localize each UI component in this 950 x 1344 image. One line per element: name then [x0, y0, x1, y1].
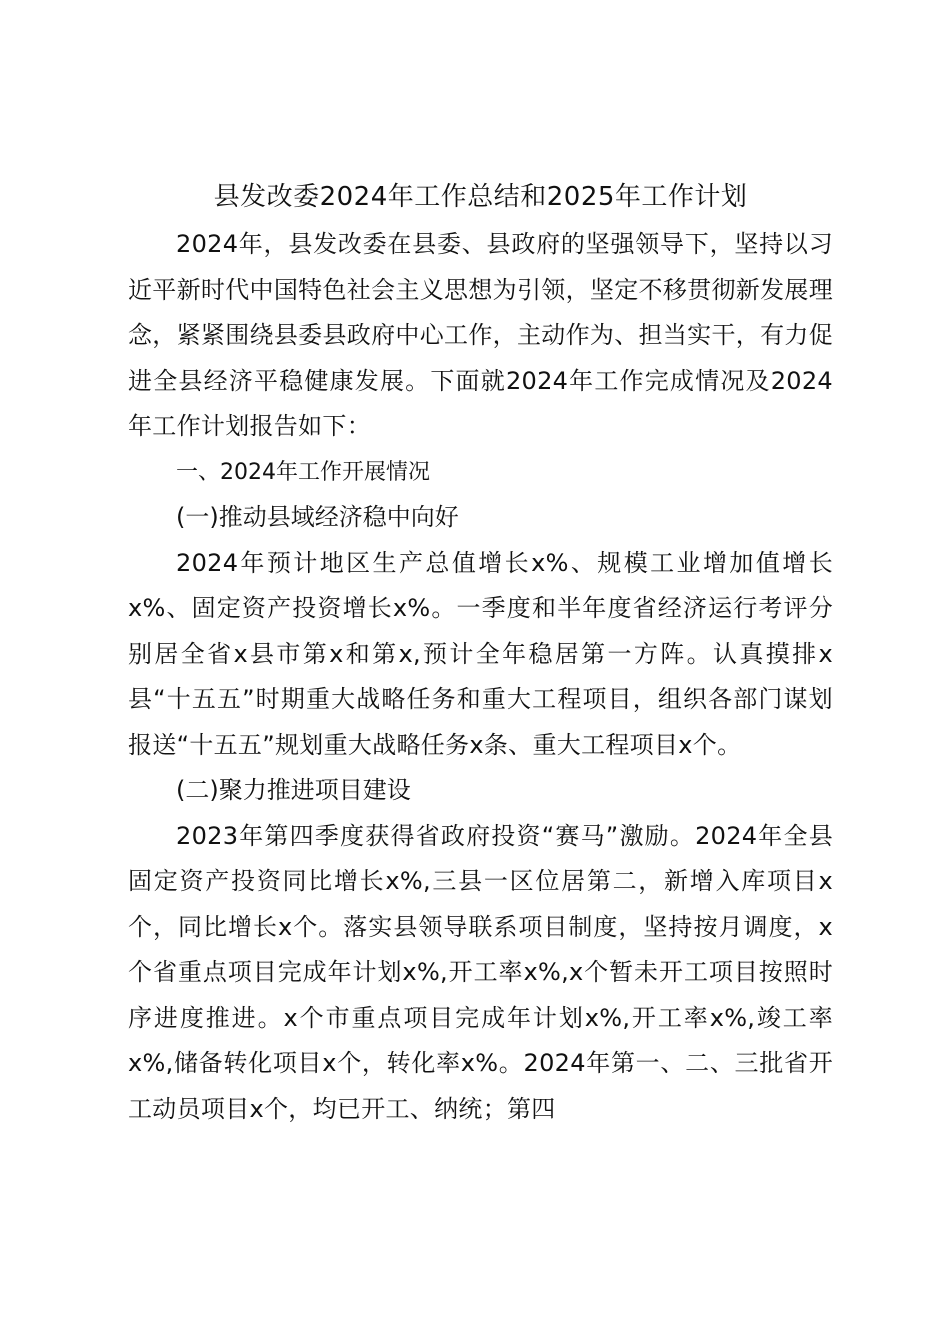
intro-paragraph: 2024年，县发改委在县委、县政府的坚强领导下，坚持以习近平新时代中国特色社会主义思想为引领，坚定不移贯彻新发展理念，紧紧围绕县委县政府中心工作，主动作为、担当实干，有力促进全县经济平稳健康发展。下面就2024年工作完成情况及2024年工作计划报告如下：: [128, 230, 833, 440]
document-title: 县发改委2024年工作总结和2025年工作计划: [213, 182, 748, 212]
document-body: [128, 172, 833, 1132]
section-heading-1: 一、2024年工作开展情况: [176, 459, 430, 485]
subsection-2-paragraph: 2023年第四季度获得省政府投资“赛马”激励。2024年全县固定资产投资同比增长x%,三县一区位居第二，新增入库项目x个，同比增长x个。落实县领导联系项目制度，坚持按月调度，x个省重点项目完成年计划x%,开工率x%,x个暂未开工项目按照时序进度推进。x个市重点项目完成年计划x%,开工率x%,竣工率x%,储备转化项目x个，转化率x%。2024年第一、二、三批省开工动员项目x个，均已开工、纳统；第四: [128, 821, 833, 1123]
subsection-heading-2: (二)聚力推进项目建设: [176, 776, 411, 804]
subsection-heading-1: (一)推动县域经济稳中向好: [176, 503, 459, 531]
subsection-1-paragraph: 2024年预计地区生产总值增长x%、规模工业增加值增长x%、固定资产投资增长x%。一季度和半年度省经济运行考评分别居全省x县市第x和第x,预计全年稳居第一方阵。认真摸排x县“十五五”时期重大战略任务和重大工程项目，组织各部门谋划报送“十五五”规划重大战略任务x条、重大工程项目x个。: [128, 548, 833, 759]
